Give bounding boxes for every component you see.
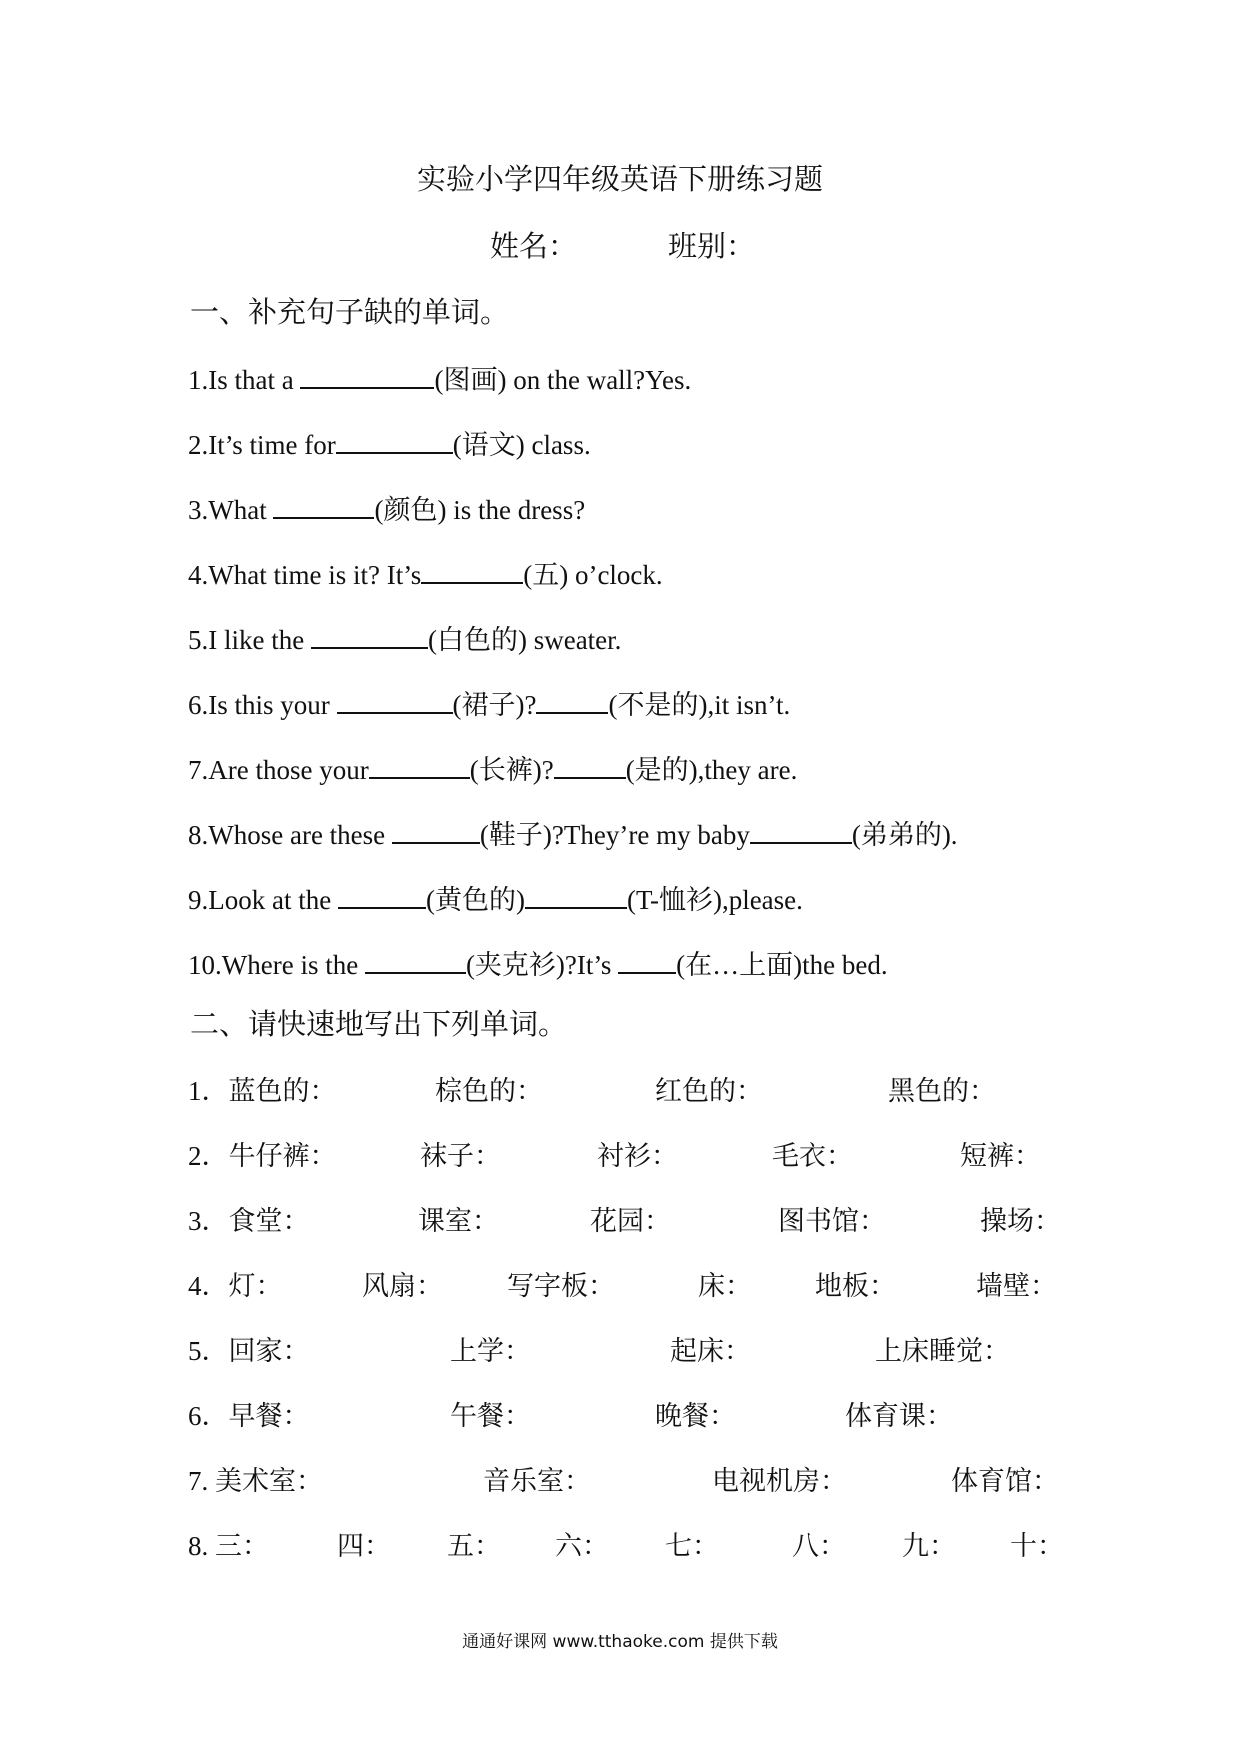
word-prompt: 起床： <box>670 1336 751 1366</box>
word-prompt: 音乐室： <box>483 1466 591 1496</box>
answer-blank[interactable] <box>336 422 453 454</box>
word-prompt: 花园： <box>590 1206 671 1236</box>
word-prompt: 上床睡觉： <box>875 1336 1010 1366</box>
word-prompt: 七： <box>665 1531 719 1561</box>
question-4 <box>188 552 663 594</box>
section-1-heading: 一、补充句子缺的单词。 <box>190 297 510 329</box>
question-text: (夹克衫)?It’s <box>465 950 619 980</box>
word-row-2 <box>0 1135 1240 1177</box>
answer-blank[interactable] <box>369 747 470 779</box>
word-prompt: 3．食堂： <box>188 1206 310 1236</box>
answer-blank[interactable] <box>300 357 434 389</box>
answer-blank[interactable] <box>750 812 852 844</box>
word-prompt: 课室： <box>418 1206 499 1236</box>
answer-blank[interactable] <box>554 747 626 779</box>
word-prompt: 电视机房： <box>712 1466 847 1496</box>
question-text: 2.It’s time for <box>188 430 336 460</box>
word-prompt: 晚餐： <box>655 1401 736 1431</box>
word-prompt: 毛衣： <box>772 1141 853 1171</box>
word-row-3 <box>0 1200 1240 1242</box>
word-row-5 <box>0 1330 1240 1372</box>
word-row-1 <box>0 1070 1240 1112</box>
question-text: (五) o’clock. <box>523 560 663 590</box>
question-10 <box>188 942 888 984</box>
question-text: 5.I like the <box>188 625 311 655</box>
word-prompt: 地板： <box>815 1271 896 1301</box>
word-prompt: 2．牛仔裤： <box>188 1141 337 1171</box>
question-text: 4.What time is it? It’s <box>188 560 422 590</box>
word-prompt: 写字板： <box>507 1271 615 1301</box>
question-8 <box>188 812 958 854</box>
question-text: (裙子)? <box>452 690 537 720</box>
word-prompt: 操场： <box>980 1206 1061 1236</box>
answer-blank[interactable] <box>337 682 453 714</box>
word-prompt: 4．灯： <box>188 1271 283 1301</box>
answer-blank[interactable] <box>618 942 676 974</box>
word-prompt: 5．回家： <box>188 1336 310 1366</box>
word-prompt: 红色的： <box>655 1076 763 1106</box>
question-text: (T-恤衫),please. <box>626 885 803 915</box>
question-text: 3.What <box>188 495 274 525</box>
question-text: (弟弟的). <box>851 820 958 850</box>
class-label: 班别： <box>668 231 756 263</box>
question-text: (图画) on the wall?Yes. <box>434 365 692 395</box>
answer-blank[interactable] <box>311 617 428 649</box>
answer-blank[interactable] <box>338 877 426 909</box>
word-prompt: 四： <box>337 1531 391 1561</box>
question-text: (黄色的) <box>425 885 525 915</box>
word-prompt: 上学： <box>450 1336 531 1366</box>
question-text: (在…上面)the bed. <box>676 950 888 980</box>
answer-blank[interactable] <box>525 877 627 909</box>
question-text: (长裤)? <box>469 755 554 785</box>
word-prompt: 九： <box>902 1531 956 1561</box>
word-prompt: 袜子： <box>420 1141 501 1171</box>
word-prompt: 五： <box>447 1531 501 1561</box>
question-3 <box>188 487 585 529</box>
question-text: (白色的) sweater. <box>427 625 622 655</box>
answer-blank[interactable] <box>273 487 374 519</box>
word-prompt: 体育课： <box>845 1401 953 1431</box>
word-prompt: 体育馆： <box>951 1466 1059 1496</box>
question-6 <box>188 682 790 724</box>
question-text: 8.Whose are these <box>188 820 392 850</box>
word-prompt: 风扇： <box>362 1271 443 1301</box>
question-5 <box>188 617 621 659</box>
word-prompt: 八： <box>792 1531 846 1561</box>
word-prompt: 墙壁： <box>976 1271 1057 1301</box>
word-prompt: 六： <box>555 1531 609 1561</box>
footer-text: 通通好课网 www.tthaoke.com 提供下载 <box>462 1632 778 1652</box>
word-row-6 <box>0 1395 1240 1437</box>
name-label: 姓名： <box>490 231 578 263</box>
word-prompt: 衬衫： <box>597 1141 678 1171</box>
page-title: 实验小学四年级英语下册练习题 <box>416 164 823 196</box>
question-text: (鞋子)?They’re my baby <box>479 820 750 850</box>
word-prompt: 8. 三： <box>188 1531 269 1561</box>
word-prompt: 午餐： <box>450 1401 531 1431</box>
question-9 <box>188 877 803 919</box>
word-prompt: 黑色的： <box>888 1076 996 1106</box>
question-text: (不是的),it isn’t. <box>608 690 791 720</box>
question-text: 9.Look at the <box>188 885 338 915</box>
name-class-bar <box>0 227 1240 267</box>
word-row-7 <box>0 1460 1240 1502</box>
question-text: (语文) class. <box>452 430 591 460</box>
question-1 <box>188 357 691 399</box>
word-row-8 <box>0 1525 1240 1567</box>
answer-blank[interactable] <box>392 812 480 844</box>
word-prompt: 6．早餐： <box>188 1401 310 1431</box>
question-text: 10.Where is the <box>188 950 365 980</box>
question-text: 1.Is that a <box>188 365 301 395</box>
word-prompt: 短裤： <box>960 1141 1041 1171</box>
answer-blank[interactable] <box>536 682 608 714</box>
word-prompt: 棕色的： <box>435 1076 543 1106</box>
word-prompt: 7. 美术室： <box>188 1466 323 1496</box>
answer-blank[interactable] <box>365 942 466 974</box>
section-2-heading: 二、请快速地写出下列单词。 <box>190 1009 568 1041</box>
question-text: 6.Is this your <box>188 690 337 720</box>
word-prompt: 十： <box>1010 1531 1064 1561</box>
word-row-4 <box>0 1265 1240 1307</box>
word-prompt: 图书馆： <box>778 1206 886 1236</box>
question-2 <box>188 422 591 464</box>
question-text: (是的),they are. <box>625 755 798 785</box>
question-7 <box>188 747 797 789</box>
answer-blank[interactable] <box>421 552 523 584</box>
word-prompt: 1．蓝色的： <box>188 1076 337 1106</box>
question-text: (颜色) is the dress? <box>374 495 586 525</box>
word-prompt: 床： <box>698 1271 752 1301</box>
question-text: 7.Are those your <box>188 755 369 785</box>
